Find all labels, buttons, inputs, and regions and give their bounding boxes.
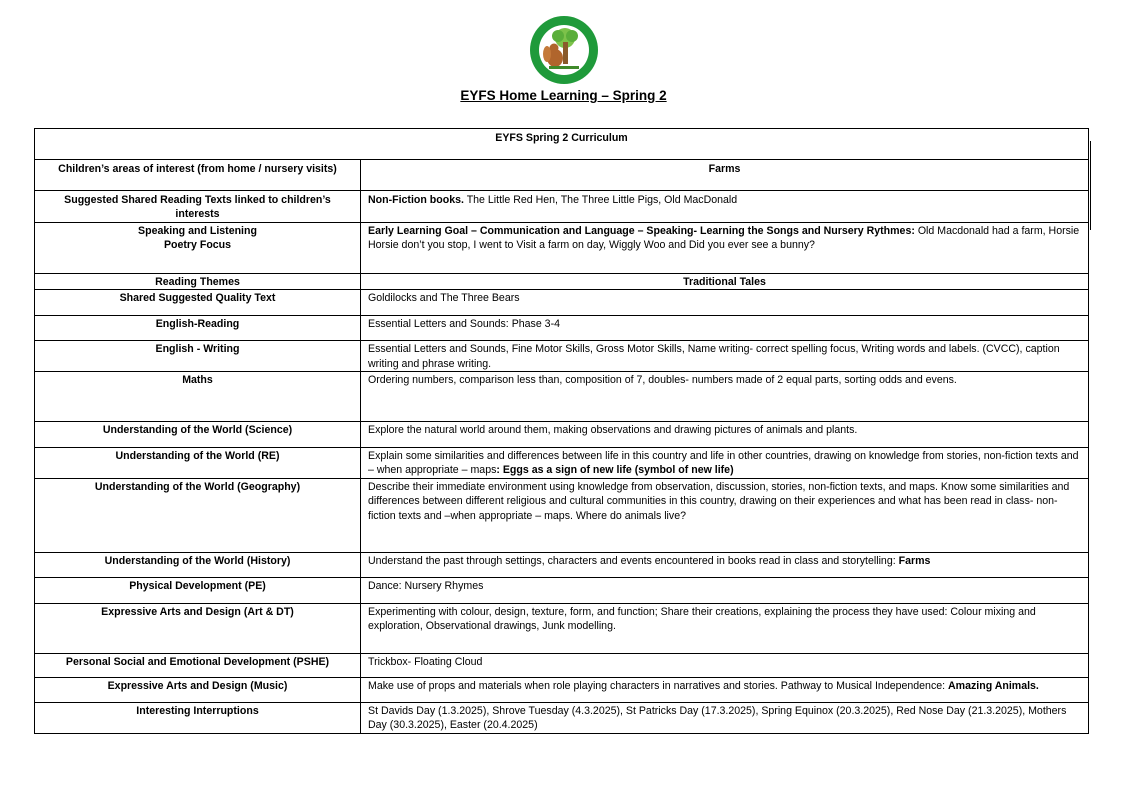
row-label: Maths bbox=[35, 372, 361, 422]
row-text: Essential Letters and Sounds, Fine Motor Skills, Gross Motor Skills, Name writing- correct spelling focus, Writing words and labels. (CVCC), caption writing and phrase writing. bbox=[368, 343, 1060, 370]
row-text: Goldilocks and The Three Bears bbox=[368, 292, 520, 305]
poetry-label: Poetry Focus bbox=[163, 239, 232, 252]
row-text-cell bbox=[361, 372, 1089, 422]
row-label: English-Reading bbox=[35, 316, 361, 341]
row-text: Trickbox- Floating Cloud bbox=[368, 655, 483, 668]
row-label: Understanding of the World (History) bbox=[35, 552, 361, 577]
interest-value: Farms bbox=[361, 160, 1089, 191]
curriculum-table bbox=[34, 128, 1089, 734]
row-text: Explore the natural world around them, making observations and drawing pictures of animals and plants. bbox=[368, 424, 858, 437]
row-label: Expressive Arts and Design (Art & DT) bbox=[35, 603, 361, 653]
themes-value: Traditional Tales bbox=[361, 273, 1089, 289]
row-text: Understand the past through settings, characters and events encountered in books read in class and storytelling: bbox=[368, 554, 899, 567]
row-text: Make use of props and materials when role playing characters in narratives and stories. Pathway to Musical Independence: bbox=[368, 679, 949, 692]
row-text-cell bbox=[361, 677, 1089, 702]
row-label: Understanding of the World (RE) bbox=[35, 448, 361, 479]
reading-texts-cell bbox=[361, 191, 1089, 223]
row-bold: Farms bbox=[898, 554, 931, 567]
row-label: Interesting Interruptions bbox=[35, 702, 361, 733]
speaking-label-cell bbox=[35, 222, 361, 273]
row-text-cell bbox=[361, 341, 1089, 372]
row-text: Essential Letters and Sounds: Phase 3-4 bbox=[368, 318, 560, 331]
row-text: Ordering numbers, comparison less than, composition of 7, doubles- numbers made of 2 equal parts, sorting odds and evens. bbox=[368, 374, 957, 387]
row-text-cell bbox=[361, 702, 1089, 733]
row-text-cell bbox=[361, 290, 1089, 316]
row-text: Describe their immediate environment using knowledge from observation, discussion, stories, non-fiction texts, and maps. Know some similarities and differences between different religious and cultural communities in this country, drawing on their experiences and what has been read in class- non-fiction texts and –when appropriate – maps. Where do animals live? bbox=[368, 480, 1070, 522]
reading-texts-label: Suggested Shared Reading Texts linked to children’s interests bbox=[35, 191, 361, 223]
row-text-cell bbox=[361, 422, 1089, 448]
row-label: Personal Social and Emotional Development (PSHE) bbox=[35, 653, 361, 677]
speaking-value: Old Macdonald had a farm, Horsie Horsie don’t you stop, I went to Visit a farm on day, Wiggly Woo and Did you ever see a bunny? bbox=[368, 224, 1080, 252]
row-bold: : Eggs as a sign of new life (symbol of new life) bbox=[496, 464, 734, 477]
row-text-cell bbox=[361, 552, 1089, 577]
page-title: EYFS Home Learning – Spring 2 bbox=[460, 88, 667, 103]
row-bold: Amazing Animals. bbox=[948, 679, 1039, 692]
row-text-cell bbox=[361, 653, 1089, 677]
themes-label: Reading Themes bbox=[35, 273, 361, 289]
row-text-cell bbox=[361, 577, 1089, 603]
interest-label: Children’s areas of interest (from home / nursery visits) bbox=[35, 160, 361, 191]
speaking-label: Speaking and Listening bbox=[138, 224, 257, 237]
speaking-cell bbox=[361, 222, 1089, 273]
reading-texts-value: The Little Red Hen, The Three Little Pigs, Old MacDonald bbox=[463, 194, 738, 206]
row-text: St Davids Day (1.3.2025), Shrove Tuesday (4.3.2025), St Patricks Day (17.3.2025), Spring Equinox (20.3.2025), Red Nose Day (21.3.2025), Mothers Day (30.3.2025), Easter (20.4.2025) bbox=[368, 704, 1067, 732]
table-caption: EYFS Spring 2 Curriculum bbox=[35, 129, 1089, 160]
reading-texts-bold: Non-Fiction books. bbox=[368, 194, 464, 206]
row-text-cell bbox=[361, 478, 1089, 552]
row-label: Physical Development (PE) bbox=[35, 577, 361, 603]
side-rule bbox=[1090, 141, 1091, 230]
row-label: Understanding of the World (Science) bbox=[35, 422, 361, 448]
row-label: Understanding of the World (Geography) bbox=[35, 478, 361, 552]
row-label: English - Writing bbox=[35, 341, 361, 372]
row-label: Shared Suggested Quality Text bbox=[35, 290, 361, 316]
row-text: Dance: Nursery Rhymes bbox=[368, 579, 484, 592]
row-text: Experimenting with colour, design, texture, form, and function; Share their creations, explaining the process they have used: Colour mixing and exploration, Observational drawings, Junk modelling. bbox=[368, 605, 1036, 633]
school-logo bbox=[529, 14, 599, 86]
row-text-cell bbox=[361, 603, 1089, 653]
row-text-cell bbox=[361, 448, 1089, 479]
speaking-bold: Early Learning Goal – Communication and Language – Speaking- Learning the Songs and Nursery Rythmes: bbox=[368, 224, 915, 237]
row-label: Expressive Arts and Design (Music) bbox=[35, 677, 361, 702]
row-text: Explain some similarities and differences between life in this country and life in other countries, drawing on knowledge from stories, non-fiction texts and – when appropriate – maps bbox=[368, 450, 1079, 477]
row-text-cell bbox=[361, 316, 1089, 341]
